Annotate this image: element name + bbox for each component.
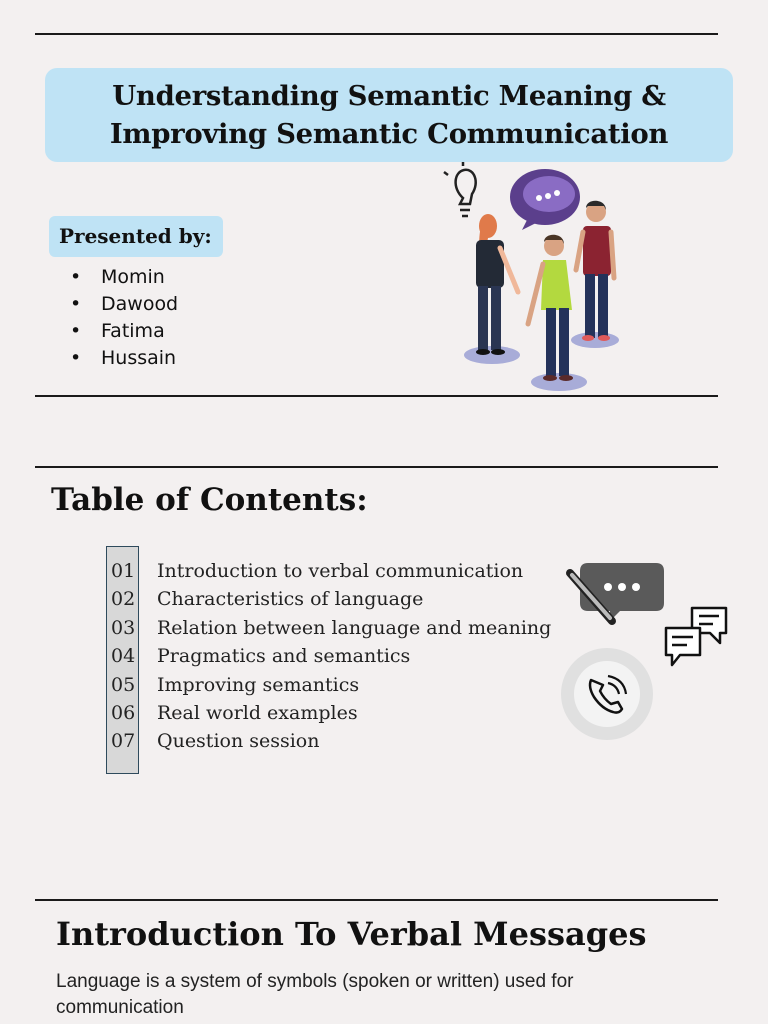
toc-item-number: 02 <box>111 588 136 610</box>
presented-by-label: Presented by: <box>59 224 212 248</box>
toc-item <box>111 730 319 752</box>
pen-chat-icon <box>570 563 664 621</box>
toc-item <box>111 617 551 639</box>
toc-item-number: 03 <box>111 617 136 639</box>
presented-by-badge <box>49 216 223 257</box>
people-talking-illustration <box>438 160 628 396</box>
slide-title-box <box>45 68 733 162</box>
toc-item <box>111 645 410 667</box>
speech-bubble-icon <box>510 169 580 230</box>
communication-icons-illustration <box>560 555 732 740</box>
toc-item-label: Improving semantics <box>157 674 360 696</box>
toc-item <box>111 702 358 724</box>
toc-item-number: 05 <box>111 674 136 696</box>
toc-item-label: Question session <box>157 730 320 752</box>
slide2-top-divider <box>35 466 718 468</box>
slide3-top-divider <box>35 899 718 901</box>
slide1-bottom-divider <box>35 395 718 397</box>
toc-item-number: 01 <box>111 560 136 582</box>
lightbulb-icon <box>444 162 476 216</box>
presenter-item: • Momin <box>70 264 180 291</box>
presenter-item: • Hussain <box>70 345 180 372</box>
phone-icon <box>561 648 653 740</box>
toc-item-label: Relation between language and meaning <box>157 617 552 639</box>
presenter-item: • Fatima <box>70 318 180 345</box>
intro-body-text: Language is a system of symbols (spoken or written) used for communication <box>56 971 574 1018</box>
toc-item-label: Characteristics of language <box>157 588 424 610</box>
woman-figure <box>476 214 518 355</box>
toc-item <box>111 560 523 582</box>
toc-item-label: Pragmatics and semantics <box>157 645 411 667</box>
slide1-top-divider <box>35 33 718 35</box>
intro-title: Introduction To Verbal Messages <box>56 915 647 953</box>
toc-item-number: 06 <box>111 702 136 724</box>
man-red-shirt-figure <box>576 201 614 341</box>
presenter-item: • Dawood <box>70 291 180 318</box>
slide-title: Understanding Semantic Meaning & Improving Semantic Communication <box>109 80 669 150</box>
man-green-shirt-figure <box>528 235 573 381</box>
presenter-list <box>70 264 180 372</box>
chat-bubbles-icon <box>666 608 726 665</box>
toc-item <box>111 674 359 696</box>
toc-item-label: Real world examples <box>157 702 358 724</box>
toc-title: Table of Contents: <box>51 482 368 518</box>
toc-item-label: Introduction to verbal communication <box>157 560 524 582</box>
toc-item <box>111 588 423 610</box>
toc-item-number: 07 <box>111 730 136 752</box>
toc-item-number: 04 <box>111 645 136 667</box>
